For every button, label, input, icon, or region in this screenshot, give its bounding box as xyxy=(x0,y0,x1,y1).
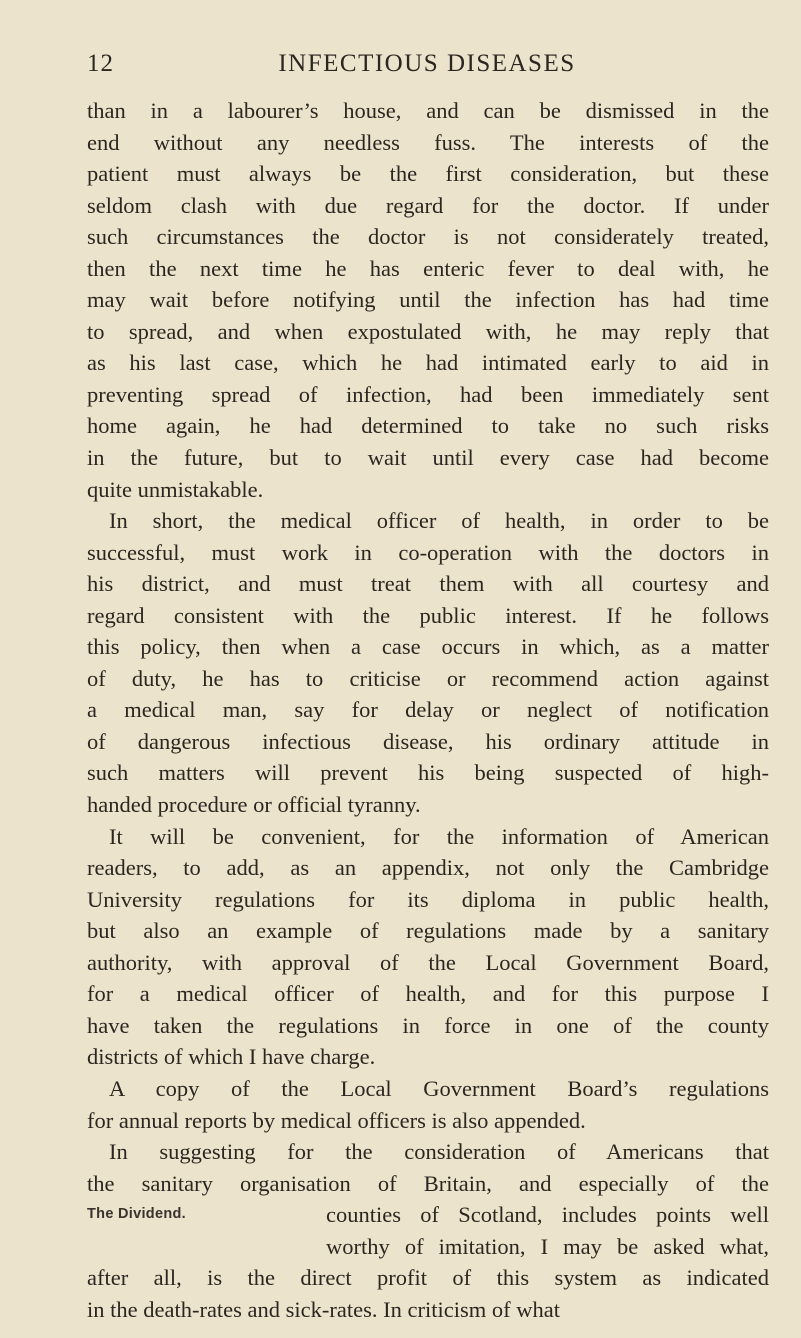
text-line: preventing spread of infection, had been immediately sent xyxy=(87,381,769,407)
text-line: of dangerous infectious disease, his ordinary attitude in xyxy=(87,728,769,754)
text-line: than in a labourer’s house, and can be dismissed in the xyxy=(87,98,769,123)
text-line: regard consistent with the public interest. If he follows xyxy=(87,602,769,628)
text-line: have taken the regulations in force in one of the county xyxy=(87,1012,769,1038)
text-line: for a medical officer of health, and for this purpose I xyxy=(87,981,769,1007)
text-line: successful, must work in co-operation with the doctors in xyxy=(87,539,769,565)
text-line: but also an example of regulations made by a sanitary xyxy=(87,918,769,944)
text-line: such matters will prevent his being suspected of high- xyxy=(87,760,769,786)
text-line: University regulations for its diploma in public health, xyxy=(87,886,769,912)
text-line: may wait before notifying until the infection has had time xyxy=(87,287,769,313)
text-line: end without any needless fuss. The interests of the xyxy=(87,129,769,155)
text-line: readers, to add, as an appendix, not only the Cambridge xyxy=(87,855,769,881)
body-text xyxy=(87,95,769,1325)
page-number: 12 xyxy=(87,50,114,77)
margin-sidenote: The Dividend. xyxy=(87,1206,186,1223)
text-line: of duty, he has to criticise or recommend action against xyxy=(87,665,769,691)
sidenote-block xyxy=(87,1199,769,1262)
text-line: such circumstances the doctor is not considerately treated, xyxy=(87,224,769,250)
text-line: districts of which I have charge. xyxy=(87,1044,376,1070)
text-line: this policy, then when a case occurs in which, as a matter xyxy=(87,634,769,660)
text-line: in the future, but to wait until every case had become xyxy=(87,445,769,471)
text-line: then the next time he has enteric fever to deal with, he xyxy=(87,255,769,281)
text-line: authority, with approval of the Local Government Board, xyxy=(87,949,769,975)
text-line: in the death-rates and sick-rates. In criticism of what xyxy=(87,1296,560,1322)
text-line: worthy of imitation, I may be asked what, xyxy=(326,1233,769,1259)
text-line: counties of Scotland, includes points well xyxy=(326,1202,769,1228)
text-line: handed procedure or official tyranny. xyxy=(87,792,421,818)
page-header xyxy=(87,50,767,86)
text-line: after all, is the direct profit of this system as indicated xyxy=(87,1265,769,1291)
text-line: In short, the medical officer of health, in order to be xyxy=(109,508,769,534)
running-head: INFECTIOUS DISEASES xyxy=(278,50,576,77)
text-line: In suggesting for the consideration of Americans that xyxy=(109,1139,769,1165)
text-line: the sanitary organisation of Britain, and especially of the xyxy=(87,1170,769,1196)
text-line: his district, and must treat them with all courtesy and xyxy=(87,571,769,597)
text-line: A copy of the Local Government Board’s regulations xyxy=(109,1075,769,1101)
text-line: It will be convenient, for the information of American xyxy=(109,823,769,849)
text-line: as his last case, which he had intimated early to aid in xyxy=(87,350,769,376)
text-line: for annual reports by medical officers is also appended. xyxy=(87,1107,586,1133)
text-line: a medical man, say for delay or neglect of notification xyxy=(87,697,769,723)
text-line: seldom clash with due regard for the doctor. If under xyxy=(87,192,769,218)
text-line: to spread, and when expostulated with, he may reply that xyxy=(87,318,769,344)
text-line: home again, he had determined to take no such risks xyxy=(87,413,769,439)
text-line: quite unmistakable. xyxy=(87,476,264,502)
text-line: patient must always be the first consideration, but these xyxy=(87,161,769,187)
